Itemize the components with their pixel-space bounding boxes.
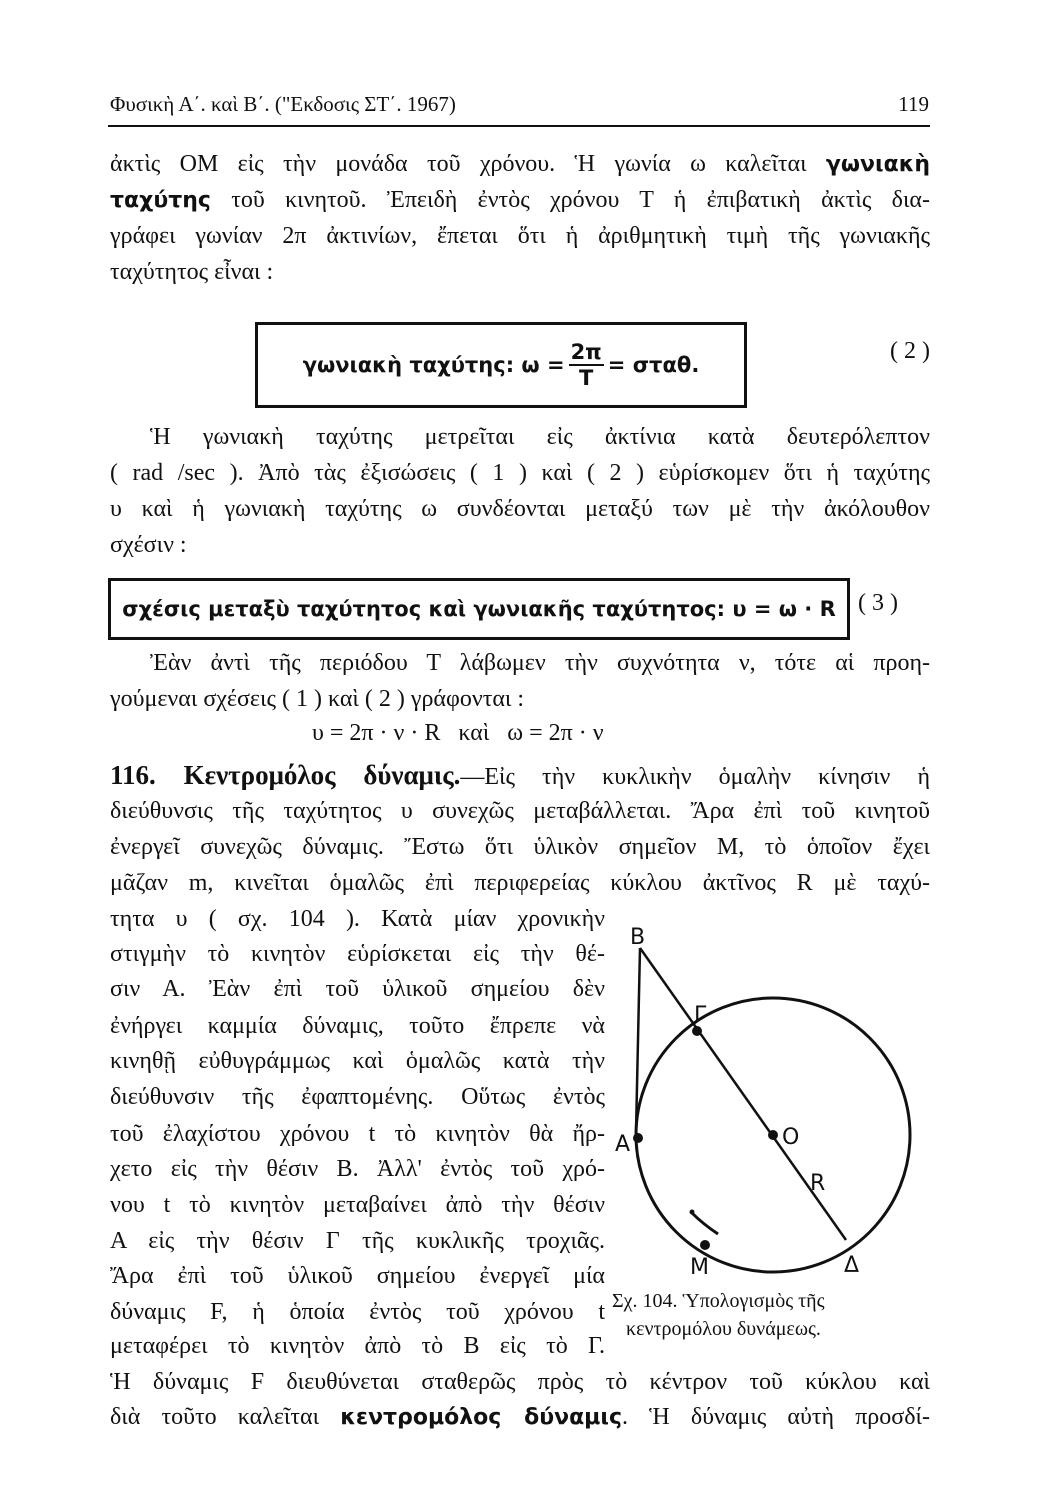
text-segment: δύναμις F, ἡ ὁποία ἐντὸς τοῦ χρόνου t xyxy=(110,1299,605,1325)
text-segment: ταχύτητος εἶναι : xyxy=(110,259,274,285)
page-number: 119 xyxy=(898,92,929,116)
text-segment: Ἐὰν ἀντὶ τῆς περιόδου Τ λάβωμεν τὴν συχνότητα ν, τότε αἱ προη- xyxy=(150,650,930,676)
text-segment: χετο εἰς τὴν θέσιν Β. Ἀλλ' ἐντὸς τοῦ χρό- xyxy=(110,1156,605,1182)
label-A: A xyxy=(615,1132,631,1157)
point-A xyxy=(633,1133,643,1143)
bold-term: κεντρομόλος δύναμις xyxy=(340,1405,622,1430)
text-segment: υ καὶ ἡ γωνιακὴ ταχύτης ω συνδέονται μεταξύ των μὲ τὴν ἀκόλουθον xyxy=(110,496,930,522)
text-segment: μᾶζαν m, κινεῖται ὁμαλῶς ἐπὶ περιφερείας κύκλου ἀκτῖνος R μὲ ταχύ- xyxy=(110,870,930,896)
bold-term: 116. Κεντρομόλος δύναμις. xyxy=(110,760,461,790)
text-segment: . Ἡ δύναμις αὐτὴ προσδί- xyxy=(621,1404,930,1430)
text-segment: σχέσιν : xyxy=(110,532,187,558)
line-B-delta xyxy=(640,948,846,1240)
text-segment: ἀκτὶς ΟΜ εἰς τὴν μονάδα τοῦ χρόνου. Ἡ γωνία ω καλεῖται xyxy=(110,151,826,177)
text-segment: τοῦ ἐλαχίστου χρόνου t τὸ κινητὸν θὰ ἤρ- xyxy=(110,1121,605,1147)
equation-number-3: ( 3 ) xyxy=(858,590,898,616)
text-segment: διεύθυνσις τῆς ταχύτητος υ συνεχῶς μεταβάλλεται. Ἄρα ἐπὶ τοῦ κινητοῦ xyxy=(110,798,930,824)
equation-rest: = σταθ. xyxy=(607,353,700,377)
text-segment: κινηθῇ εὐθυγράμμως καὶ ὁμαλῶς κατὰ τὴν xyxy=(110,1048,605,1074)
point-M xyxy=(700,1240,710,1250)
text-segment: μεταφέρει τὸ κινητὸν ἀπὸ τὸ Β εἰς τὸ Γ. xyxy=(110,1333,605,1359)
label-R: R xyxy=(810,1171,826,1196)
text-segment: γράφει γωνίαν 2π ἀκτινίων, ἔπεται ὅτι ἡ ἀριθμητικὴ τιμὴ τῆς γωνιακῆς xyxy=(110,223,930,249)
text-segment: διὰ τοῦτο καλεῖται xyxy=(110,1404,341,1430)
point-O xyxy=(768,1130,778,1140)
bold-term: γωνιακὴ xyxy=(825,152,930,177)
text-segment: Ἄρα ἐπὶ τοῦ ὑλικοῦ σημείου ἐνεργεῖ μία xyxy=(110,1263,605,1289)
equation-text: σχέσις μεταξὺ ταχύτητος καὶ γωνιακῆς ταχύτητος: υ = ω · R xyxy=(122,597,836,621)
bold-term: ταχύτης xyxy=(110,188,211,213)
text-segment: στιγμὴν τὸ κινητὸν εὑρίσκεται εἰς τὴν θέ- xyxy=(110,941,605,967)
running-header: Φυσικὴ Α΄. καὶ Β΄. ("Εκδοσις ΣΤ΄. 1967) xyxy=(110,92,456,116)
label-B: B xyxy=(630,925,646,950)
fraction-denominator: T xyxy=(579,366,594,390)
text-segment: τοῦ κινητοῦ. Ἐπειδὴ ἐντὸς χρόνου Τ ἡ ἐπιβατικὴ ἀκτὶς δια- xyxy=(210,187,930,213)
text-segment: Ἡ γωνιακὴ ταχύτης μετρεῖται εἰς ἀκτίνια κατὰ δευτερόλεπτον xyxy=(150,424,930,450)
text-segment: —Εἰς τὴν κυκλικὴν ὁμαλὴν κίνησιν ἡ xyxy=(460,764,931,790)
figure-caption-line-1: Σχ. 104. Ὑπολογισμὸς τῆς xyxy=(612,1290,825,1312)
figure-caption-line-2: κεντρομόλου δυνάμεως. xyxy=(626,1318,821,1340)
fraction-numerator: 2π xyxy=(570,340,602,364)
text-segment: ἐνεργεῖ συνεχῶς δύναμις. Ἔστω ὅτι ὑλικὸν σημεῖον Μ, τὸ ὁποῖον ἔχει xyxy=(110,834,930,860)
equation-label: γωνιακὴ ταχύτης: ω = xyxy=(302,353,565,377)
text-segment: Ἡ δύναμις F διευθύνεται σταθερῶς πρὸς τὸ κέντρον τοῦ κύκλου καὶ xyxy=(110,1369,930,1395)
text-segment: ( rad /sec ). Ἀπὸ τὰς ἐξισώσεις ( 1 ) καὶ ( 2 ) εὑρίσκομεν ὅτι ἡ ταχύτης xyxy=(110,460,930,486)
equation-number-2: ( 2 ) xyxy=(890,338,930,364)
label-delta: Δ xyxy=(844,1253,860,1278)
label-O: O xyxy=(782,1125,800,1150)
formula-frequency: υ = 2π · ν · R καὶ ω = 2π · ν xyxy=(312,720,604,746)
text-segment: ἐνήργει καμμία δύναμις, τοῦτο ἔπρεπε νὰ xyxy=(110,1013,605,1039)
text-segment: σιν Α. Ἐὰν ἐπὶ τοῦ ὑλικοῦ σημείου δὲν xyxy=(110,976,605,1002)
label-gamma: Γ xyxy=(694,1003,707,1028)
text-segment: νου t τὸ κινητὸν μεταβαίνει ἀπὸ τὴν θέσιν xyxy=(110,1192,605,1218)
text-segment: τητα υ ( σχ. 104 ). Κατὰ μίαν χρονικὴν xyxy=(110,906,605,932)
text-segment: Α εἰς τὴν θέσιν Γ τῆς κυκλικῆς τροχιᾶς. xyxy=(110,1228,605,1254)
label-M: M xyxy=(690,1255,709,1280)
motion-arrow-icon xyxy=(692,1213,718,1234)
text-segment: γούμεναι σχέσεις ( 1 ) καὶ ( 2 ) γράφονται : xyxy=(110,686,525,712)
text-segment: διεύθυνσιν τῆς ἐφαπτομένης. Οὕτως ἐντὸς xyxy=(110,1084,605,1110)
